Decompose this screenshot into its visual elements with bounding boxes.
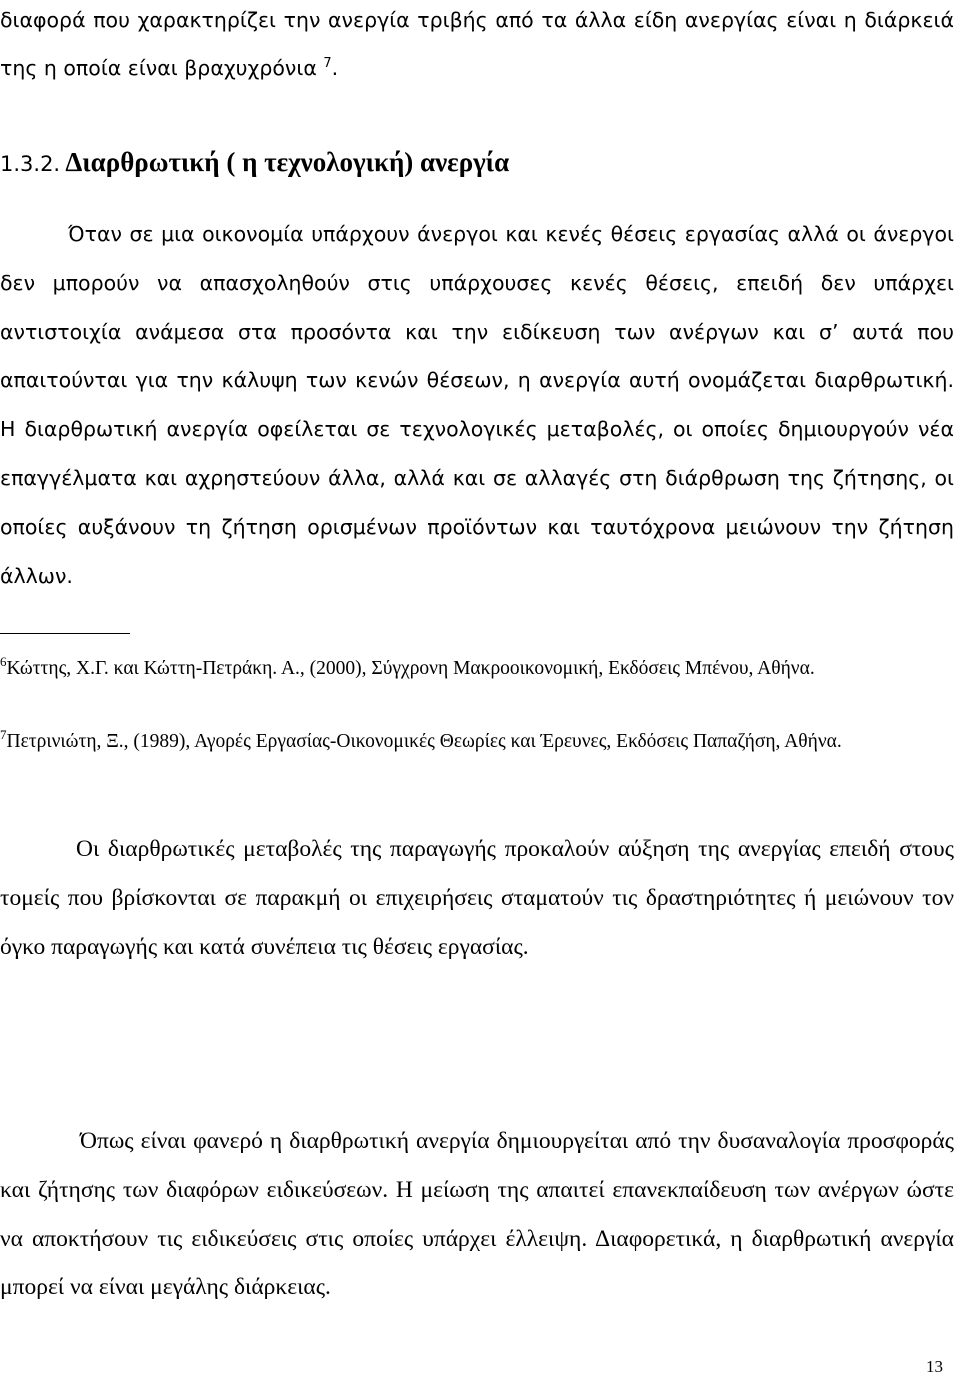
section-title: Διαρθρωτική ( η τεχνολογική) ανεργία [65, 147, 510, 177]
footnote-text: Πετρινιώτη, Ξ., (1989), Αγορές Εργασίας-Οικονομικές Θεωρίες και Έρευνες, Εκδόσεις Παπαζήση, Αθήνα. [6, 731, 842, 752]
footnote-separator [0, 633, 130, 634]
footnote-number: 7 [0, 727, 7, 742]
paragraph-text: Όπως είναι φανερό η διαρθρωτική ανεργία δημιουργείται από την δυσαναλογία προσφοράς και ζήτησης των διαφόρων ειδικεύσεων. Η μείωση της απαιτεί επανεκπαίδευση των ανέργων ώστε να αποκτήσουν τις ειδικεύσεις στις οποίες υπάρχει έλλειψη. Διαφορετικά, η διαρθρωτική ανεργία μπορεί να είναι μεγάλης διάρκειας. [0, 1128, 954, 1301]
section-heading [0, 138, 954, 188]
footnote-6 [0, 654, 940, 683]
paragraph-structural-definition [0, 210, 954, 600]
section-number: 1.3.2. [0, 152, 61, 176]
footnote-reference: 7 [323, 56, 332, 71]
paragraph-text: Οι διαρθρωτικές μεταβολές της παραγωγής προκαλούν αύξηση της ανεργίας επειδή στους τομείς που βρίσκονται σε παρακμή οι επιχειρήσεις σταματούν τις δραστηριότητες ή μειώνουν τον όγκο παραγωγής και κατά συνέπεια τις θέσεις εργασίας. [0, 836, 954, 960]
paragraph-frictional-end: διαφορά που χαρακτηρίζει την ανεργία τριβής από τα άλλα είδη ανεργίας είναι η διάρκειά της η οποία είναι βραχυχρόνια $^7$. [0, 8, 954, 80]
paragraph-structural-conclusion [0, 1117, 954, 1312]
footnote-number: 6 [0, 654, 7, 669]
footnote-7 [0, 727, 940, 756]
page-number: 13 [926, 1357, 943, 1376]
paragraph-text: Όταν σε μια οικονομία υπάρχουν άνεργοι και κενές θέσεις εργασίας αλλά οι άνεργοι δεν μπορούν να απασχοληθούν στις υπάρχουσες κενές θέσεις, επειδή δεν υπάρχει αντιστοιχία ανάμεσα στα προσόντα και την ειδίκευση των ανέργων και σ’ αυτά που απαιτούνται για την κάλυψη των κενών θέσεων, η ανεργία αυτή ονομάζεται διαρθρωτική. Η διαρθρωτική ανεργία οφείλεται σε τεχνολογικές μεταβολές, οι οποίες δημιουργούν νέα επαγγέλματα και αχρηστεύουν άλλα, αλλά και σε αλλαγές στη διάρθρωση της ζήτησης, οι οποίες αυξάνουν τη ζήτηση ορισμένων προϊόντων και ταυτόχρονα μειώνουν την ζήτηση άλλων. [0, 222, 954, 588]
footnote-text: Κώττης, Χ.Γ. και Κώττη-Πετράκη. Α., (2000), Σύγχρονη Μακροοικονομική, Εκδόσεις Μπένου, Αθήνα. [6, 658, 815, 679]
paragraph-structural-changes [0, 825, 954, 971]
paragraph-text: διαφορά που χαρακτηρίζει την ανεργία τριβής από τα άλλα είδη ανεργίας είναι η διάρκειά της η οποία είναι βραχυχρόνια [0, 8, 954, 80]
